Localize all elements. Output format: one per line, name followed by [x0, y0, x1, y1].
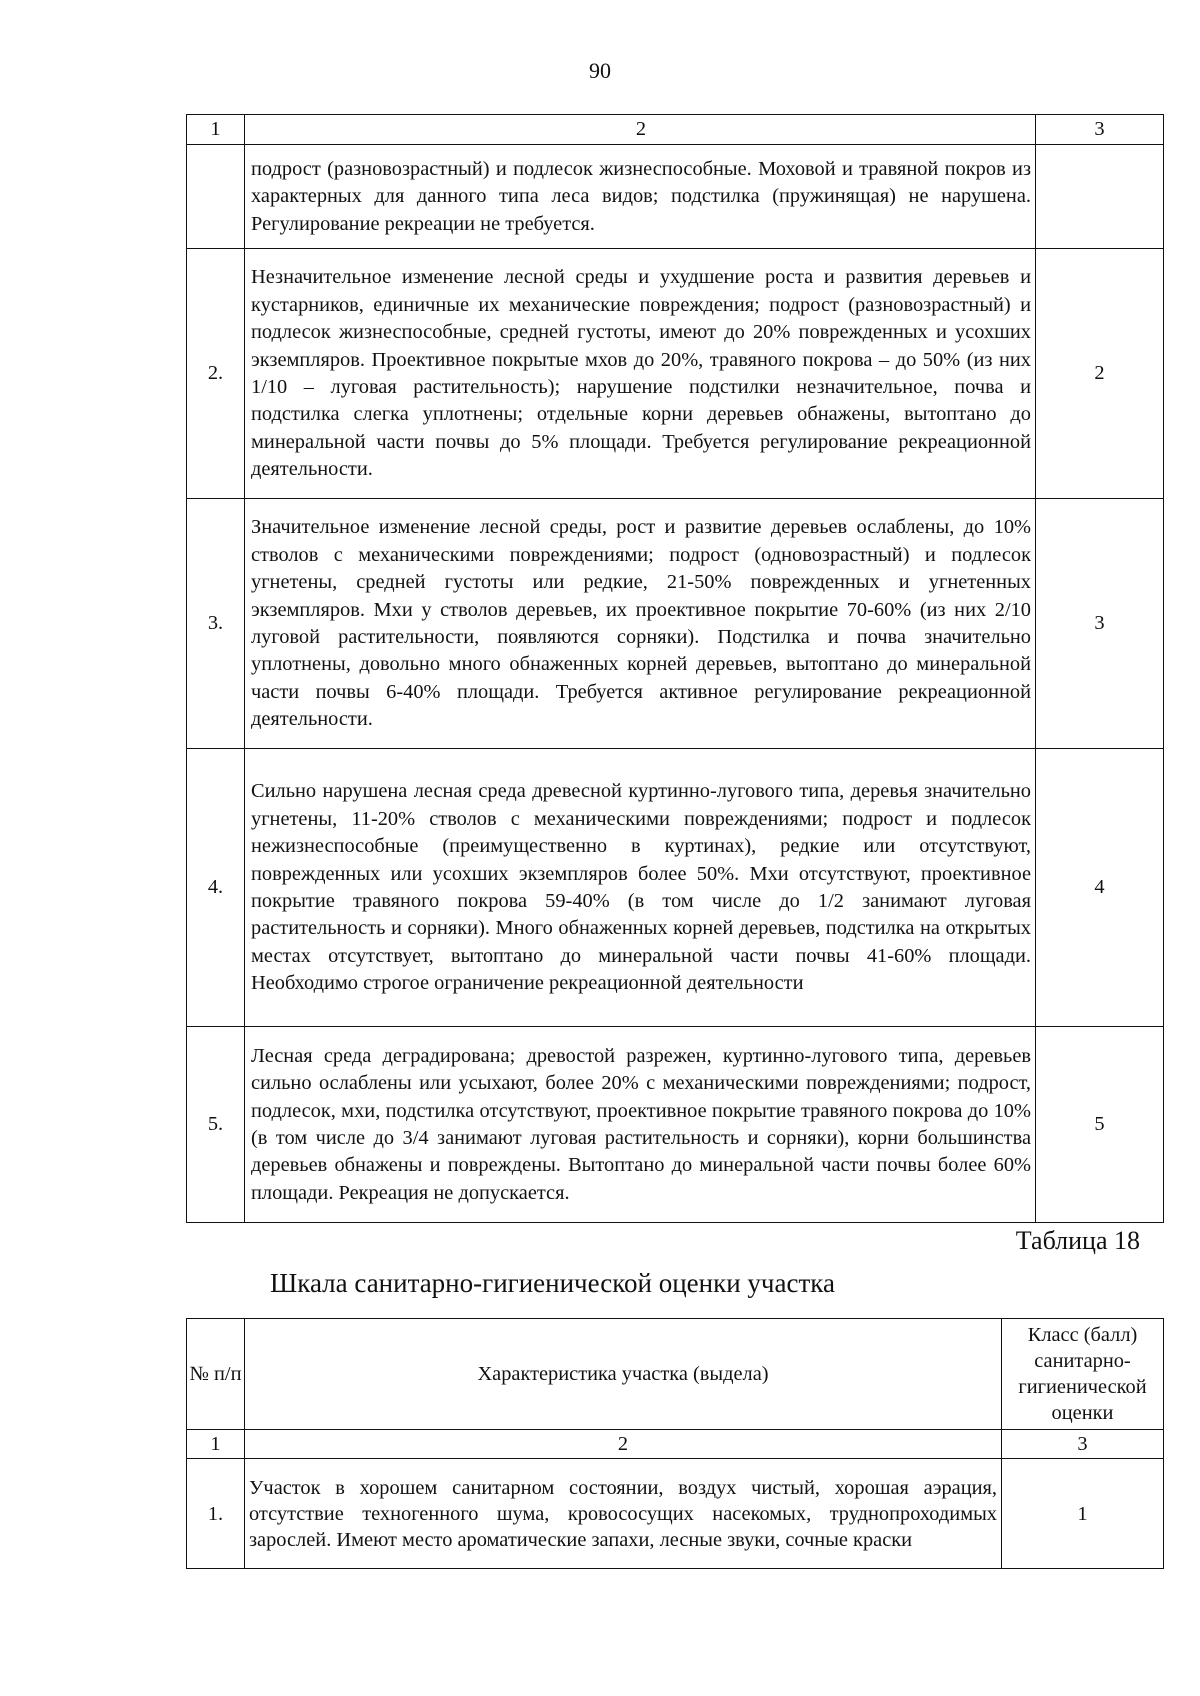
row-number-cell: 4. — [187, 749, 245, 1027]
table-row — [187, 145, 1164, 249]
table-label: Таблица 18 — [1015, 1226, 1140, 1255]
row-score-cell: 2 — [1036, 249, 1164, 499]
table-row — [187, 499, 1164, 749]
table-row — [187, 249, 1164, 499]
column-number-cell: 1 — [187, 115, 245, 145]
page-number: 90 — [589, 58, 611, 83]
column-header-characteristic: Характеристика участка (выдела) — [245, 1319, 1002, 1430]
column-numbers-row — [187, 115, 1164, 145]
column-header-score-class: Класс (балл) санитарно-гигиенической оценки — [1002, 1319, 1164, 1430]
column-number-cell: 3 — [1002, 1430, 1164, 1459]
row-number-cell: 5. — [187, 1027, 245, 1223]
table-row — [187, 1459, 1164, 1569]
row-description-cell: Сильно нарушена лесная среда древесной куртинно-лугового типа, деревья значительно угнетены, 11-20% стволов с механическими повреждениями; подрост и подлесок нежизнеспособные (преимущественно в куртинах), редкие или отсутствуют, поврежденных или усохших экземпляров более 50%. Мхи отсутствуют, проективное покрытие травяного покрова 59-40% (в том числе до 1/2 занимают луговая растительность и сорняки). Много обнаженных корней деревьев, подстилка на открытых местах отсутствует, вытоптано до минеральной части почвы 41-60% площади. Необходимо строгое ограничение рекреационной деятельности — [245, 749, 1036, 1027]
sanitary-hygienic-scale-table — [186, 1318, 1164, 1569]
row-score-cell: 5 — [1036, 1027, 1164, 1223]
row-score-cell: 3 — [1036, 499, 1164, 749]
row-description-cell: Значительное изменение лесной среды, рост и развитие деревьев ослаблены, до 10% стволов с механическими повреждениями; подрост (одновозрастный) и подлесок угнетены, средней густоты или редкие, 21-50% поврежденных и угнетенных экземпляров. Мхи у стволов деревьев, их проективное покрытие 70-60% (из них 2/10 луговой растительности, появляются сорняки). Подстилка и почва значительно уплотнены, довольно много обнаженных корней деревьев, вытоптано до минеральной части почвы 6-40% площади. Требуется активное регулирование рекреационной деятельности. — [245, 499, 1036, 749]
column-number-cell: 1 — [187, 1430, 245, 1459]
row-description-cell: подрост (разновозрастный) и подлесок жизнеспособные. Моховой и травяной покров из характерных для данного типа леса видов; подстилка (пружинящая) не нарушена. Регулирование рекреации не требуется. — [245, 145, 1036, 249]
row-number-cell: 3. — [187, 499, 245, 749]
table-row — [187, 1027, 1164, 1223]
row-description-cell: Незначительное изменение лесной среды и ухудшение роста и развития деревьев и кустарников, единичные их механические повреждения; подрост (разновозрастный) и подлесок жизнеспособные, средней густоты, имеют до 20% поврежденных и усохших экземпляров. Проективное покрытые мхов до 20%, травяного покрова – до 50% (из них 1/10 – луговая растительность); нарушение подстилки незначительное, почва и подстилка слегка уплотнены; отдельные корни деревьев обнажены, вытоптано до минеральной части почвы до 5% площади. Требуется регулирование рекреационной деятельности. — [245, 249, 1036, 499]
table-row — [187, 749, 1164, 1027]
column-header-number: № п/п — [187, 1319, 245, 1430]
row-number-cell: 2. — [187, 249, 245, 499]
recreation-scale-table-continued — [186, 114, 1164, 1223]
table-title: Шкала санитарно-гигиенической оценки участка — [270, 1268, 835, 1298]
row-score-cell: 1 — [1002, 1459, 1164, 1569]
column-numbers-row — [187, 1430, 1164, 1459]
row-number-cell: 1. — [187, 1459, 245, 1569]
row-description-cell: Лесная среда деградирована; древостой разрежен, куртинно-лугового типа, деревьев сильно ослаблены или усыхают, более 20% с механическими повреждениями; подрост, подлесок, мхи, подстилка отсутствуют, проективное покрытие травяного покрова до 10% (в том числе до 3/4 занимают луговая растительность и сорняки), корни большинства деревьев обнажены и повреждены. Вытоптано до минеральной части почвы более 60% площади. Рекреация не допускается. — [245, 1027, 1036, 1223]
row-description-cell: Участок в хорошем санитарном состоянии, воздух чистый, хорошая аэрация, отсутствие техногенного шума, кровососущих насекомых, труднопроходимых зарослей. Имеют место ароматические запахи, лесные звуки, сочные краски — [245, 1459, 1002, 1569]
row-score-cell — [1036, 145, 1164, 249]
column-number-cell: 3 — [1036, 115, 1164, 145]
column-number-cell: 2 — [245, 115, 1036, 145]
column-number-cell: 2 — [245, 1430, 1002, 1459]
table-header-row — [187, 1319, 1164, 1430]
row-score-cell: 4 — [1036, 749, 1164, 1027]
row-number-cell — [187, 145, 245, 249]
